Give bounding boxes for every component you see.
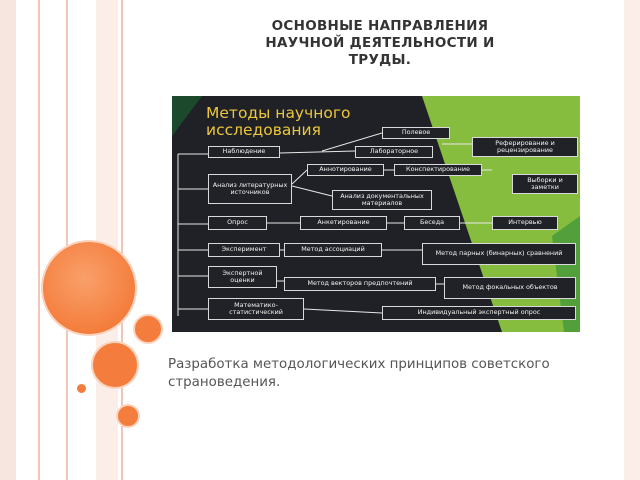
box-beseda: Беседа	[404, 216, 460, 230]
slide-caption: Разработка методологических принципов советского страноведения.	[168, 357, 550, 390]
stripe-decoration	[38, 0, 40, 480]
box-metod-assoc: Метод ассоциаций	[284, 243, 382, 257]
box-analiz-dok: Анализ документальных материалов	[332, 190, 432, 210]
methods-diagram	[172, 96, 580, 332]
box-nabludenie: Наблюдение	[208, 146, 280, 158]
box-metod-parnyh: Метод парных (бинарных) сравнений	[422, 243, 576, 265]
box-analiz-lit: Анализ литературных источников	[208, 174, 292, 204]
decorative-circle	[91, 341, 139, 389]
stripe-decoration	[0, 0, 16, 480]
box-konspektirovanie: Конспектирование	[394, 164, 482, 176]
box-metod-fokalnyh: Метод фокальных объектов	[444, 277, 576, 299]
box-laboratornoe: Лабораторное	[355, 146, 433, 158]
box-matstat: Математико-статистический	[208, 298, 304, 320]
decorative-circle	[116, 404, 140, 428]
box-anketirovanie: Анкетирование	[300, 216, 387, 230]
box-annotirovanie: Аннотирование	[307, 164, 384, 176]
box-intervyu: Интервью	[492, 216, 558, 230]
stripe-decoration	[96, 0, 118, 480]
stripe-decoration	[624, 0, 640, 480]
box-metod-vektorov: Метод векторов предпочтений	[284, 277, 436, 291]
stripe-decoration	[66, 0, 68, 480]
decorative-circle	[77, 384, 86, 393]
box-ekspertnye: Экспертной оценки	[208, 266, 277, 288]
decorative-circle	[41, 240, 137, 336]
box-vypiski: Выборки и заметки	[512, 174, 578, 194]
box-eksperiment: Эксперимент	[208, 243, 280, 257]
diagram-title: Методы научного исследования	[206, 104, 351, 139]
decorative-circle	[133, 314, 163, 344]
box-referirovanie: Реферирование и рецензирование	[472, 137, 578, 157]
slide-title: ОСНОВНЫЕ НАПРАВЛЕНИЯ НАУЧНОЙ ДЕЯТЕЛЬНОСТИ И ТРУДЫ.	[265, 18, 495, 68]
box-individ: Индивидуальный экспертный опрос	[382, 306, 576, 320]
box-opros: Опрос	[208, 216, 267, 230]
box-polevoe: Полевое	[382, 127, 450, 139]
